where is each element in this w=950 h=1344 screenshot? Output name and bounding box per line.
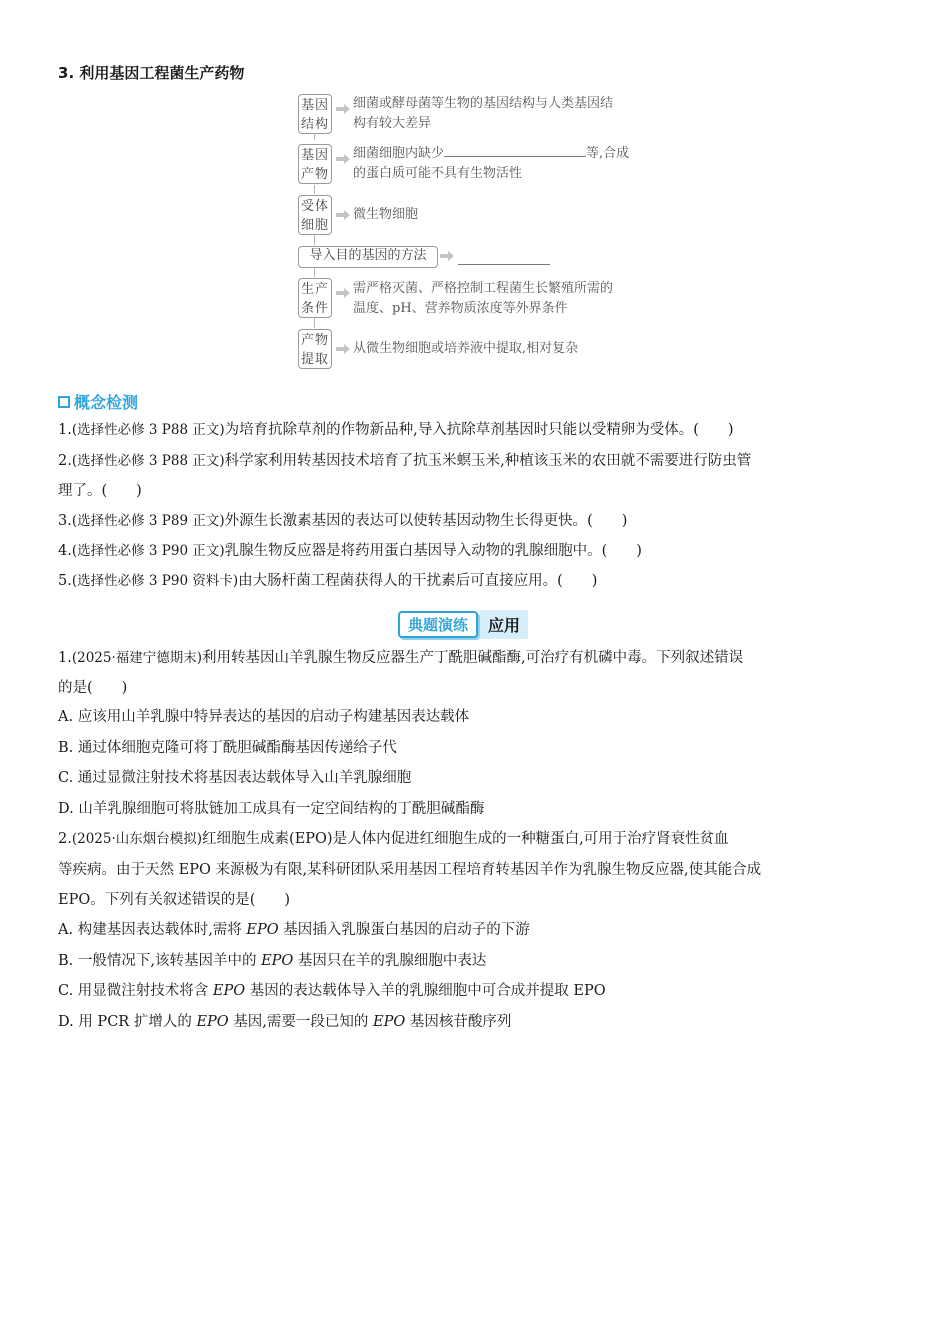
gene-structure-desc: 细菌或酵母菌等生物的基因结构与人类基因结 构有较大差异 xyxy=(353,96,614,131)
question-stem-continued: EPO。下列有关叙述错误的是( ) xyxy=(58,892,291,908)
concept-item-continued: 理了。( ) xyxy=(58,483,142,499)
concept-item: 4.(选择性必修 3 P90 正文)乳腺生物反应器是将药用蛋白基因导入动物的乳腺细胞中。( ) xyxy=(58,543,642,559)
recipient-desc: 微生物细胞 xyxy=(353,207,419,222)
connector-line xyxy=(314,318,315,328)
answer-option[interactable]: D. 山羊乳腺细胞可将肽链加工成具有一定空间结构的丁酰胆碱酯酶 xyxy=(58,801,485,817)
question-stem: 1.(2025·福建宁德期末)利用转基因山羊乳腺生物反应器生产丁酰胆碱酯酶,可治疗有机磷中毒。下列叙述错误 xyxy=(58,650,744,666)
arrow-right-icon xyxy=(336,210,350,220)
answer-option[interactable]: D. 用 PCR 扩增人的 EPO 基因,需要一段已知的 EPO 基因核苷酸序列 xyxy=(58,1014,512,1030)
answer-option[interactable]: B. 通过体细胞克隆可将丁酰胆碱酯酶基因传递给子代 xyxy=(58,740,397,756)
banner-label: 典题演练 xyxy=(398,611,478,638)
process-diagram xyxy=(298,92,678,377)
connector-line xyxy=(314,267,315,277)
node-production-conditions: 生产 条件 xyxy=(298,278,332,318)
concept-item: 1.(选择性必修 3 P88 正文)为培育抗除草剂的作物新品种,导入抗除草剂基因时只能以受精卵为受体。( ) xyxy=(58,422,734,438)
node-gene-structure: 基因 结构 xyxy=(298,94,332,134)
node-introduction-method: 导入目的基因的方法 xyxy=(298,246,438,268)
question-stem: 2.(2025·山东烟台模拟)红细胞生成素(EPO)是人体内促进红细胞生成的一种糖蛋白,可用于治疗肾衰性贫血 xyxy=(58,831,729,847)
question-stem-continued: 等疾病。由于天然 EPO 来源极为有限,某科研团队采用基因工程培育转基因羊作为乳腺生物反应器,使其能合成 xyxy=(58,862,762,878)
answer-option[interactable]: A. 应该用山羊乳腺中特异表达的基因的启动子构建基因表达载体 xyxy=(58,709,470,725)
answer-option[interactable]: C. 用显微注射技术将含 EPO 基因的表达载体导入羊的乳腺细胞中可合成并提取 EPO xyxy=(58,983,606,999)
concept-item: 3.(选择性必修 3 P89 正文)外源生长激素基因的表达可以使转基因动物生长得更快。( ) xyxy=(58,513,628,529)
concept-item: 5.(选择性必修 3 P90 资料卡)由大肠杆菌工程菌获得人的干扰素后可直接应用。( ) xyxy=(58,573,598,589)
extraction-desc: 从微生物细胞或培养液中提取,相对复杂 xyxy=(353,341,579,356)
question-stem-continued: 的是( ) xyxy=(58,680,128,696)
answer-blank[interactable] xyxy=(444,156,586,157)
connector-line xyxy=(314,235,315,245)
node-recipient-cell: 受体 细胞 xyxy=(298,195,332,235)
section-title: 3. 利用基因工程菌生产药物 xyxy=(58,64,245,82)
arrow-right-icon xyxy=(336,104,350,114)
connector-line xyxy=(314,134,315,140)
connector-line xyxy=(314,185,315,194)
node-product-extraction: 产物 提取 xyxy=(298,329,332,369)
arrow-right-icon xyxy=(336,288,350,298)
answer-option[interactable]: B. 一般情况下,该转基因羊中的 EPO 基因只在羊的乳腺细胞中表达 xyxy=(58,953,487,969)
answer-option[interactable]: A. 构建基因表达载体时,需将 EPO 基因插入乳腺蛋白基因的启动子的下游 xyxy=(58,922,530,938)
concept-item: 2.(选择性必修 3 P88 正文)科学家利用转基因技术培育了抗玉米螟玉米,种植该玉米的农田就不需要进行防虫管 xyxy=(58,453,752,469)
practice-banner xyxy=(398,610,528,638)
concept-check-heading: 概念检测 xyxy=(58,390,138,413)
answer-option[interactable]: C. 通过显微注射技术将基因表达载体导入山羊乳腺细胞 xyxy=(58,770,412,786)
conditions-desc: 需严格灭菌、严格控制工程菌生长繁殖所需的 温度、pH、营养物质浓度等外界条件 xyxy=(353,281,614,316)
node-gene-product: 基因 产物 xyxy=(298,144,332,184)
banner-suffix: 应用 xyxy=(480,610,528,639)
arrow-right-icon xyxy=(336,154,350,164)
answer-blank[interactable] xyxy=(458,250,550,265)
gene-product-desc: 细菌细胞内缺少 等,合成 的蛋白质可能不具有生物活性 xyxy=(353,146,630,181)
arrow-right-icon xyxy=(440,251,454,261)
checkbox-square-icon xyxy=(58,396,70,408)
arrow-right-icon xyxy=(336,344,350,354)
